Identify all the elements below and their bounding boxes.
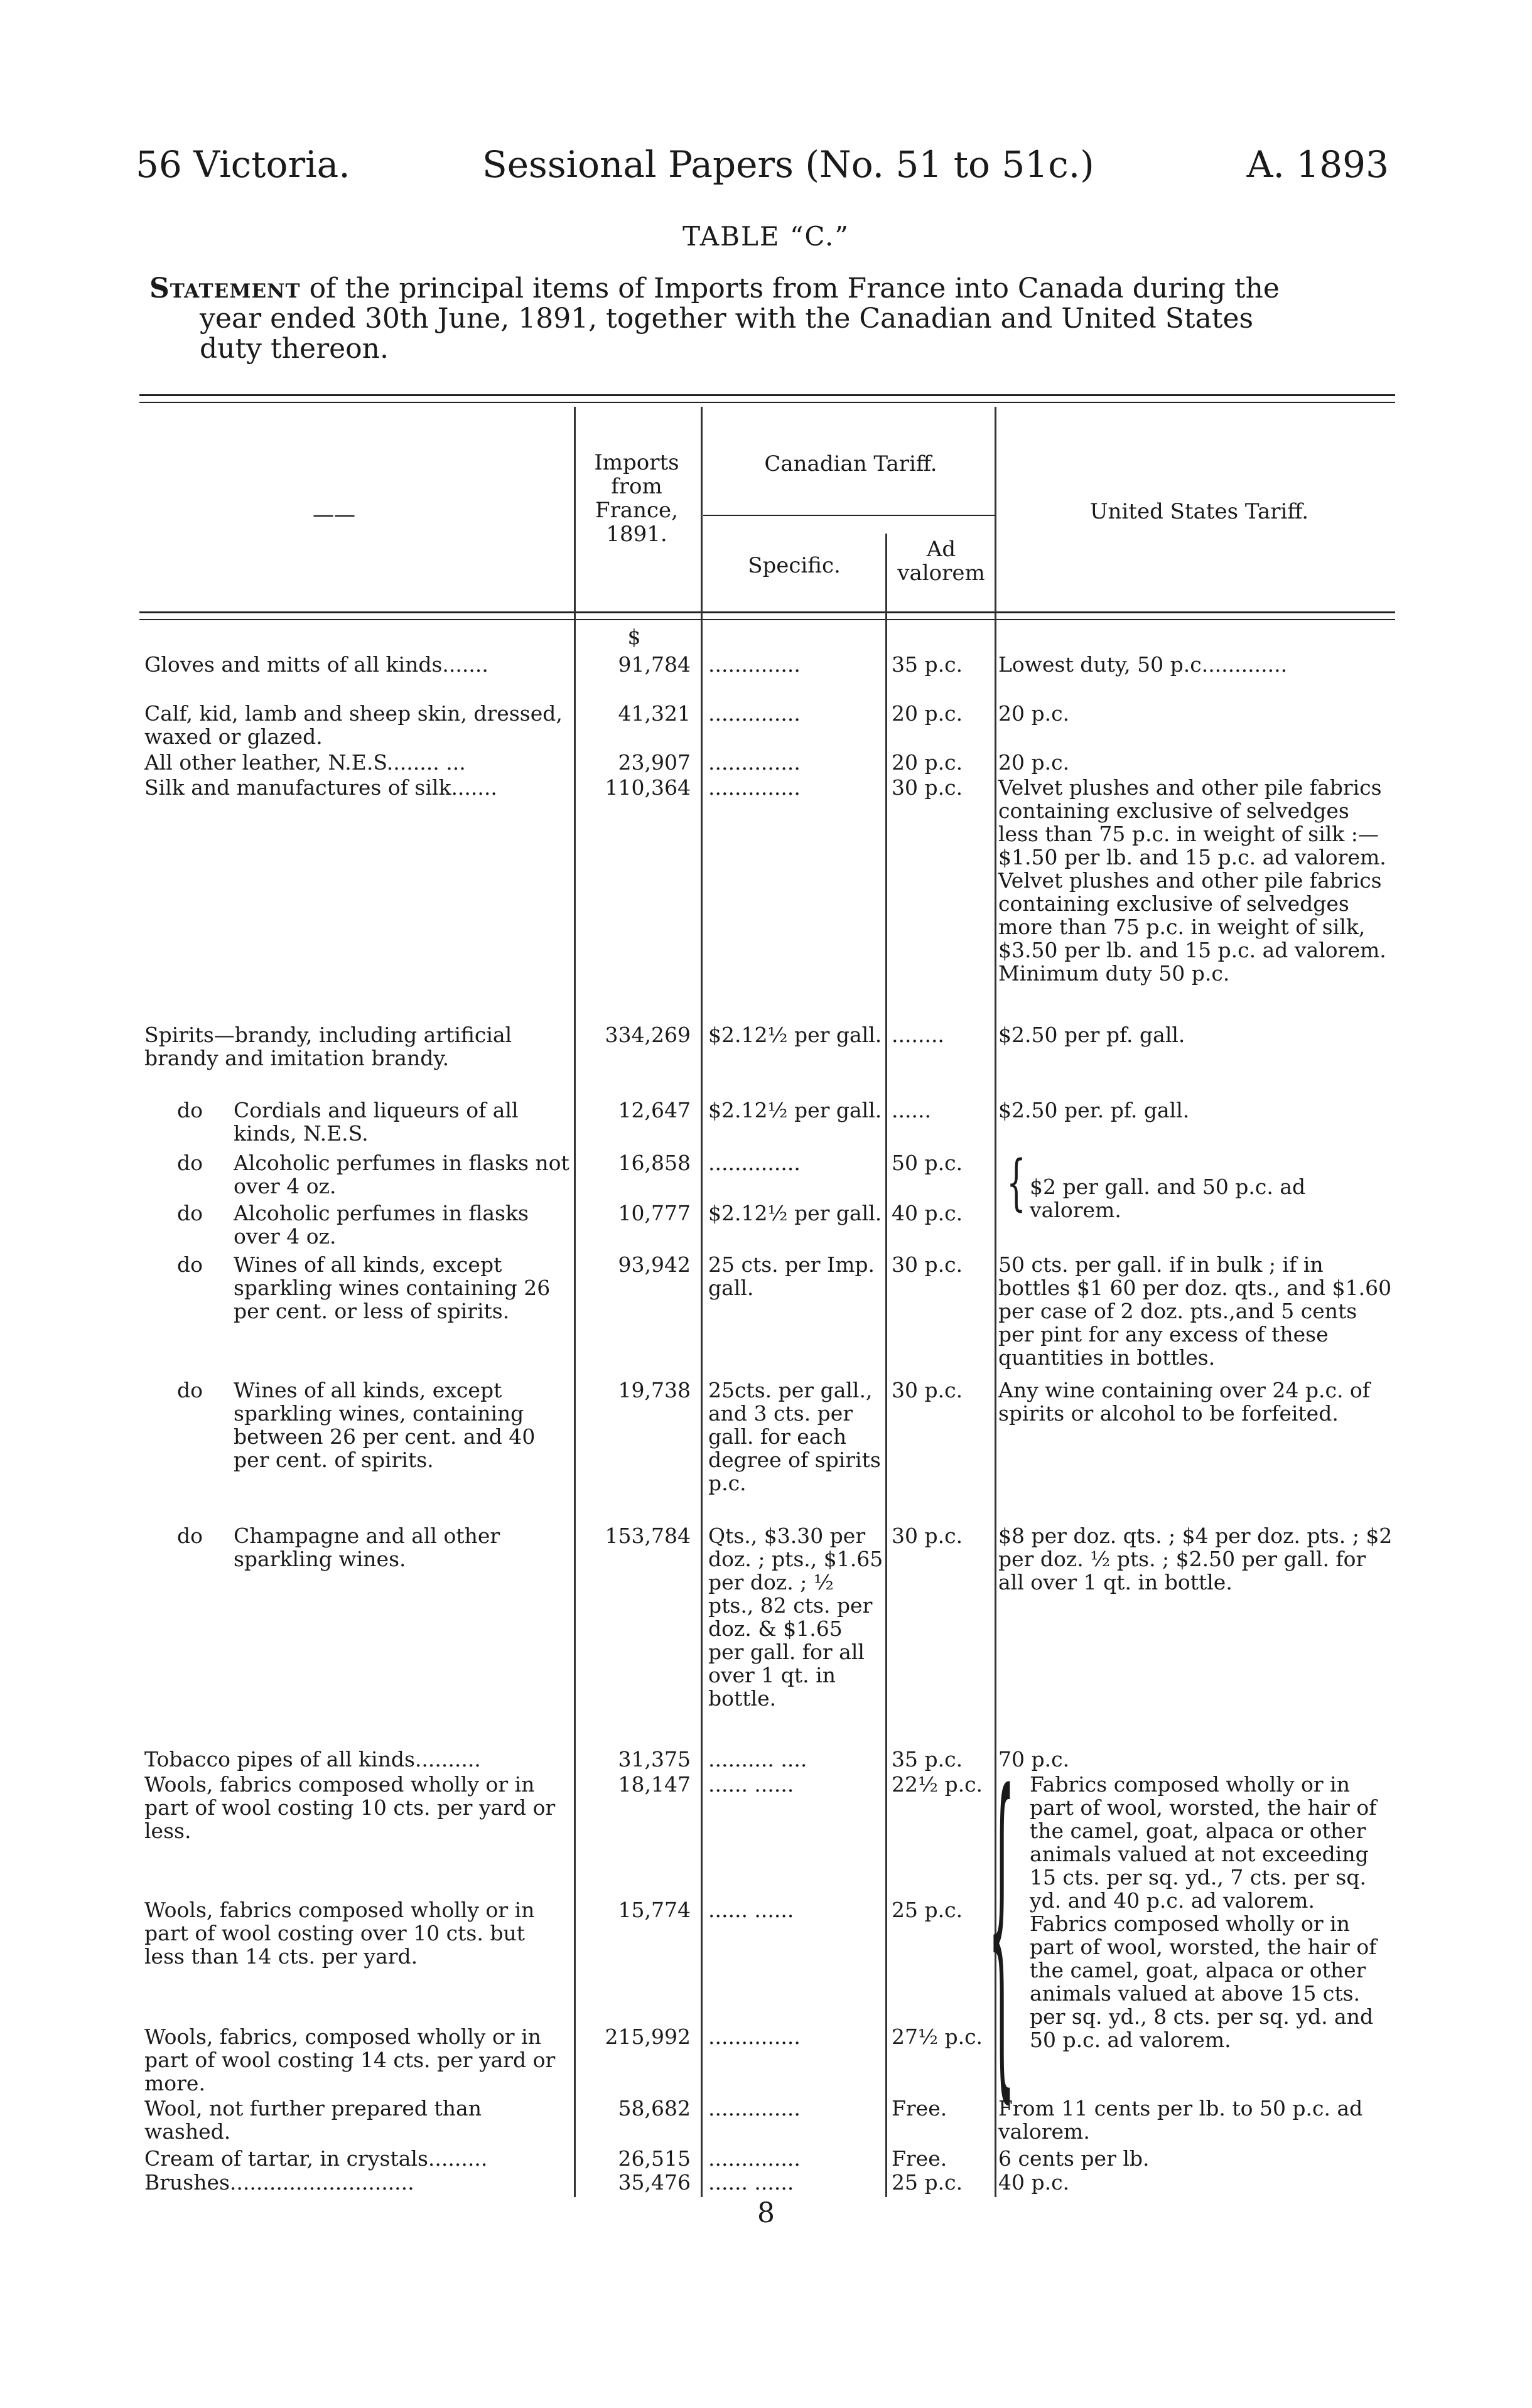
ad-valorem-column-header: Ad valorem: [897, 537, 985, 586]
row-imports: 334,269: [605, 1023, 691, 1047]
row-us-tariff: From 11 cents per lb. to 50 p.c. ad valorem.: [998, 2096, 1363, 2144]
page-number: 8: [757, 2197, 775, 2229]
row-imports: 26,515: [618, 2146, 691, 2171]
table-top-rule-2: [139, 402, 1395, 403]
row-specific: .......... ....: [708, 1747, 807, 1771]
row-imports: 58,682: [618, 2096, 691, 2120]
row-ditto: do: [177, 1378, 203, 1402]
row-ad-valorem: 25 p.c.: [892, 2170, 963, 2195]
row-specific: ..............: [708, 750, 801, 775]
row-description: Gloves and mitts of all kinds.......: [144, 652, 488, 677]
row-imports: 153,784: [605, 1524, 691, 1548]
row-ad-valorem: 30 p.c.: [892, 1378, 963, 1402]
row-us-tariff: $2.50 per. pf. gall.: [998, 1098, 1190, 1122]
header-bottom-rule-2: [139, 619, 1395, 620]
row-ditto: do: [177, 1524, 203, 1548]
row-description: Alcoholic perfumes in flasks over 4 oz.: [234, 1201, 529, 1249]
row-imports: 16,858: [618, 1151, 691, 1175]
row-ad-valorem: 27½ p.c.: [892, 2024, 983, 2049]
row-us-tariff: 20 p.c.: [998, 750, 1070, 775]
statement-lead: Statement: [149, 272, 301, 304]
row-us-tariff: $2.50 per pf. gall.: [998, 1023, 1185, 1047]
row-ditto: do: [177, 1252, 203, 1277]
row-us-tariff: $8 per doz. qts. ; $4 per doz. pts. ; $2 per doz. ½ pts. ; $2.50 per gall. for all over 1 qt. in bottle.: [998, 1524, 1393, 1594]
row-ad-valorem: Free.: [892, 2146, 947, 2171]
column-rule-imports-right: [701, 407, 703, 2197]
brace-wools: {: [988, 1723, 1015, 2132]
row-us-tariff: Lowest duty, 50 p.c.............: [998, 652, 1288, 677]
row-ditto: do: [177, 1201, 203, 1225]
row-imports: 91,784: [618, 652, 691, 677]
row-description: Cordials and liqueurs of all kinds, N.E.S.: [234, 1098, 519, 1146]
statement-caption: [149, 274, 1380, 364]
row-ad-valorem: 30 p.c.: [892, 1252, 963, 1277]
row-ad-valorem: 22½ p.c.: [892, 1772, 983, 1797]
row-description: All other leather, N.E.S........ ...: [144, 750, 466, 775]
row-ad-valorem: Free.: [892, 2096, 947, 2120]
row-ad-valorem: ........: [892, 1023, 944, 1047]
row-ad-valorem: 20 p.c.: [892, 701, 963, 726]
row-ditto: do: [177, 1098, 203, 1122]
brace-perfumes: {: [1006, 1148, 1026, 1218]
row-description: Wines of all kinds, except sparkling wines containing 26 per cent. or less of spirits.: [234, 1252, 551, 1323]
row-specific: ...... ......: [708, 1898, 794, 1922]
row-specific: Qts., $3.30 per doz. ; pts., $1.65 per doz. ; ½ pts., 82 cts. per doz. & $1.65 per gall. for all over 1 qt. in bottle.: [708, 1524, 883, 1711]
statement-line-1: of the principal items of Imports from France into Canada during the: [309, 272, 1280, 304]
row-description: Alcoholic perfumes in flasks not over 4 oz.: [234, 1151, 569, 1198]
imports-column-header: Imports from France, 1891.: [594, 450, 679, 547]
description-column-dash: ——: [313, 502, 355, 527]
row-imports: 12,647: [618, 1098, 691, 1122]
row-imports: 93,942: [618, 1252, 691, 1277]
row-specific: ..............: [708, 701, 801, 726]
row-description: Silk and manufactures of silk.......: [144, 775, 497, 800]
row-us-tariff: Any wine containing over 24 p.c. of spirits or alcohol to be forfeited.: [998, 1378, 1371, 1426]
row-imports: 31,375: [618, 1747, 691, 1771]
row-imports: 41,321: [618, 701, 691, 726]
row-ad-valorem: 25 p.c.: [892, 1898, 963, 1922]
row-description: Wools, fabrics, composed wholly or in part of wool costing 14 cts. per yard or more.: [144, 2024, 556, 2095]
row-imports: 110,364: [605, 775, 691, 800]
row-us-tariff: 6 cents per lb.: [998, 2146, 1150, 2171]
row-specific: ..............: [708, 2146, 801, 2171]
row-us-tariff: 50 cts. per gall. if in bulk ; if in bottles $1 60 per doz. qts., and $1.60 per case of 2 doz. pts.,and 5 cents per pint for any excess of these quantities in bottles.: [998, 1252, 1392, 1370]
header-year: A. 1893: [1246, 143, 1389, 186]
row-imports: 15,774: [618, 1898, 691, 1922]
row-ad-valorem: 30 p.c.: [892, 775, 963, 800]
row-description: Tobacco pipes of all kinds..........: [144, 1747, 481, 1771]
us-tariff-column-header: United States Tariff.: [1089, 499, 1309, 524]
row-specific: ...... ......: [708, 1772, 794, 1797]
row-ad-valorem: 35 p.c.: [892, 1747, 963, 1771]
row-description: Wool, not further prepared than washed.: [144, 2096, 482, 2144]
row-specific: ..............: [708, 775, 801, 800]
canadian-tariff-header: Canadian Tariff.: [764, 451, 937, 476]
row-imports: 18,147: [618, 1772, 691, 1797]
specific-column-header: Specific.: [748, 553, 841, 578]
canadian-tariff-underline: [703, 515, 995, 516]
row-us-tariff: Velvet plushes and other pile fabrics containing exclusive of selvedges less than 75 p.c. in weight of silk :—$1.50 per lb. and 15 p.c. ad valorem. Velvet plushes and other pile fabrics containing exclusive of selvedges more than 75 p.c. in weight of silk, $3.50 per lb. and 15 p.c. ad valorem. Minimum duty 50 p.c.: [998, 775, 1386, 986]
row-imports: 23,907: [618, 750, 691, 775]
row-ad-valorem: 40 p.c.: [892, 1201, 963, 1225]
row-specific: $2.12½ per gall.: [708, 1098, 882, 1122]
row-specific: $2.12½ per gall.: [708, 1023, 882, 1047]
row-specific: ...... ......: [708, 2170, 794, 2195]
column-rule-specific-right: [885, 534, 887, 2197]
row-description: Brushes............................: [144, 2170, 414, 2195]
row-specific: 25cts. per gall., and 3 cts. per gall. for each degree of spirits p.c.: [708, 1378, 881, 1495]
table-top-rule: [139, 394, 1395, 396]
row-description: Cream of tartar, in crystals.........: [144, 2146, 488, 2171]
row-imports: 19,738: [618, 1378, 691, 1402]
header-bottom-rule: [139, 611, 1395, 613]
row-us-tariff: 20 p.c.: [998, 701, 1070, 726]
row-us-tariff: 70 p.c.: [998, 1747, 1070, 1771]
table-title: TABLE “C.”: [682, 221, 850, 252]
row-imports: 10,777: [618, 1201, 691, 1225]
row-ditto: do: [177, 1151, 203, 1175]
row-us-tariff: 40 p.c.: [998, 2170, 1070, 2195]
row-description: Wools, fabrics composed wholly or in part of wool costing over 10 cts. but less than 14 cts. per yard.: [144, 1898, 535, 1969]
row-ad-valorem: 30 p.c.: [892, 1524, 963, 1548]
row-description: Calf, kid, lamb and sheep skin, dressed, waxed or glazed.: [144, 701, 563, 749]
row-description: Wines of all kinds, except sparkling wines, containing between 26 per cent. and 40 per cent. of spirits.: [234, 1378, 536, 1472]
row-specific: ..............: [708, 2024, 801, 2049]
row-specific: ..............: [708, 1151, 801, 1175]
row-specific: 25 cts. per Imp. gall.: [708, 1252, 875, 1300]
currency-mark: $: [627, 625, 641, 649]
row-imports: 35,476: [618, 2170, 691, 2195]
row-ad-valorem: 35 p.c.: [892, 652, 963, 677]
row-us-tariff: Fabrics composed wholly or in part of wool, worsted, the hair of the camel, goat, alpaca or other animals valued at not exceeding 15 cts. per sq. yd., 7 cts. per sq. yd. and 40 p.c. ad valorem. Fabrics composed wholly or in part of wool, worsted, the hair of the camel, goat, alpaca or other animals valued at above 15 cts. per sq. yd., 8 cts. per sq. yd. and 50 p.c. ad valorem.: [1030, 1772, 1377, 2052]
row-description: Spirits—brandy, including artificial brandy and imitation brandy.: [144, 1023, 512, 1070]
row-specific: ..............: [708, 2096, 801, 2120]
row-ad-valorem: 50 p.c.: [892, 1151, 963, 1175]
header-session: 56 Victoria.: [136, 143, 350, 186]
row-specific: $2.12½ per gall.: [708, 1201, 882, 1225]
row-us-tariff: $2 per gall. and 50 p.c. ad valorem.: [1030, 1174, 1306, 1222]
row-description: Champagne and all other sparkling wines.: [234, 1524, 500, 1571]
statement-line-2: year ended 30th June, 1891, together with the Canadian and United States: [200, 303, 1254, 335]
row-ad-valorem: ......: [892, 1098, 931, 1122]
statement-line-3: duty thereon.: [200, 333, 389, 365]
row-specific: ..............: [708, 652, 801, 677]
row-imports: 215,992: [605, 2024, 691, 2049]
column-rule-imports-left: [574, 407, 576, 2197]
row-ad-valorem: 20 p.c.: [892, 750, 963, 775]
header-title: Sessional Papers (No. 51 to 51c.): [482, 143, 1094, 186]
row-description: Wools, fabrics composed wholly or in part of wool costing 10 cts. per yard or less.: [144, 1772, 556, 1843]
